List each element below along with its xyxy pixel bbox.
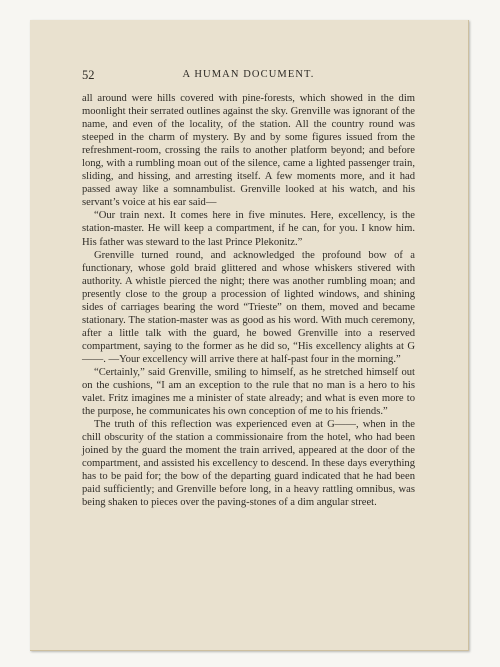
paragraph: “Our train next. It comes here in five minutes. Here, excellency, is the station-master. He will keep a compartment, if he can, for you. I know him. His father was steward to the last Prince Plekonitz.” (82, 210, 415, 248)
body-text (82, 92, 415, 510)
paragraph: The truth of this reflection was experienced even at G——, when in the chill obscurity of the station a commissionaire from the hotel, who had been joined by the guard the moment the train arrived, appeared at the door of the compartment, and assisted his excellency to descend. In these days everything has to be paid for; the bow of the departing guard indicated that he had been paid sufficiently; and Grenville before long, in a heavy rattling omnibus, was being shaken to pieces over the paving-stones of a dim angular street. (82, 419, 415, 509)
paragraph: Grenville turned round, and acknowledged the profound bow of a functionary, whose gold braid glittered and whose whiskers stivered with authority. A whistle pierced the night; there was another rumbling moan; and presently close to the group a procession of lighted windows, and shining sides of carriages bearing the word “Trieste” on them, moved and became stationary. The station-master was as good as his word. With much ceremony, after a little talk with the guard, he bowed Grenville into a reserved compartment, saying to the former as he did so, “His excellency alights at G——. —Your excellency will arrive there at half-past four in the morning.” (82, 249, 415, 365)
paragraph: all around were hills covered with pine-forests, which showed in the dim moonlight their serrated outlines against the sky. Grenville was ignorant of the name, and even of the locality, of the station. All the country round was steeped in the charm of mystery. By and by some figures issued from the refreshment-room, crossing the rails to another platform beyond; and before long, with a rumbling moan out of the silence, came a lighted passenger train, sliding, and hissing, and arresting itself. A few moments more, and it had passed away like a somnambulist. Grenville looked at his watch, and his servant’s voice at his ear said— (82, 93, 415, 209)
page-header (82, 68, 415, 84)
page-number: 52 (82, 68, 95, 82)
running-head: A HUMAN DOCUMENT. (182, 69, 315, 80)
paragraph: “Certainly,” said Grenville, smiling to himself, as he stretched himself out on the cushions, “I am an exception to the rule that no man is a hero to his valet. Fritz imagines me a minister of state already; and what is even more to the purpose, he communicates his own conception of me to his friends.” (82, 366, 415, 418)
